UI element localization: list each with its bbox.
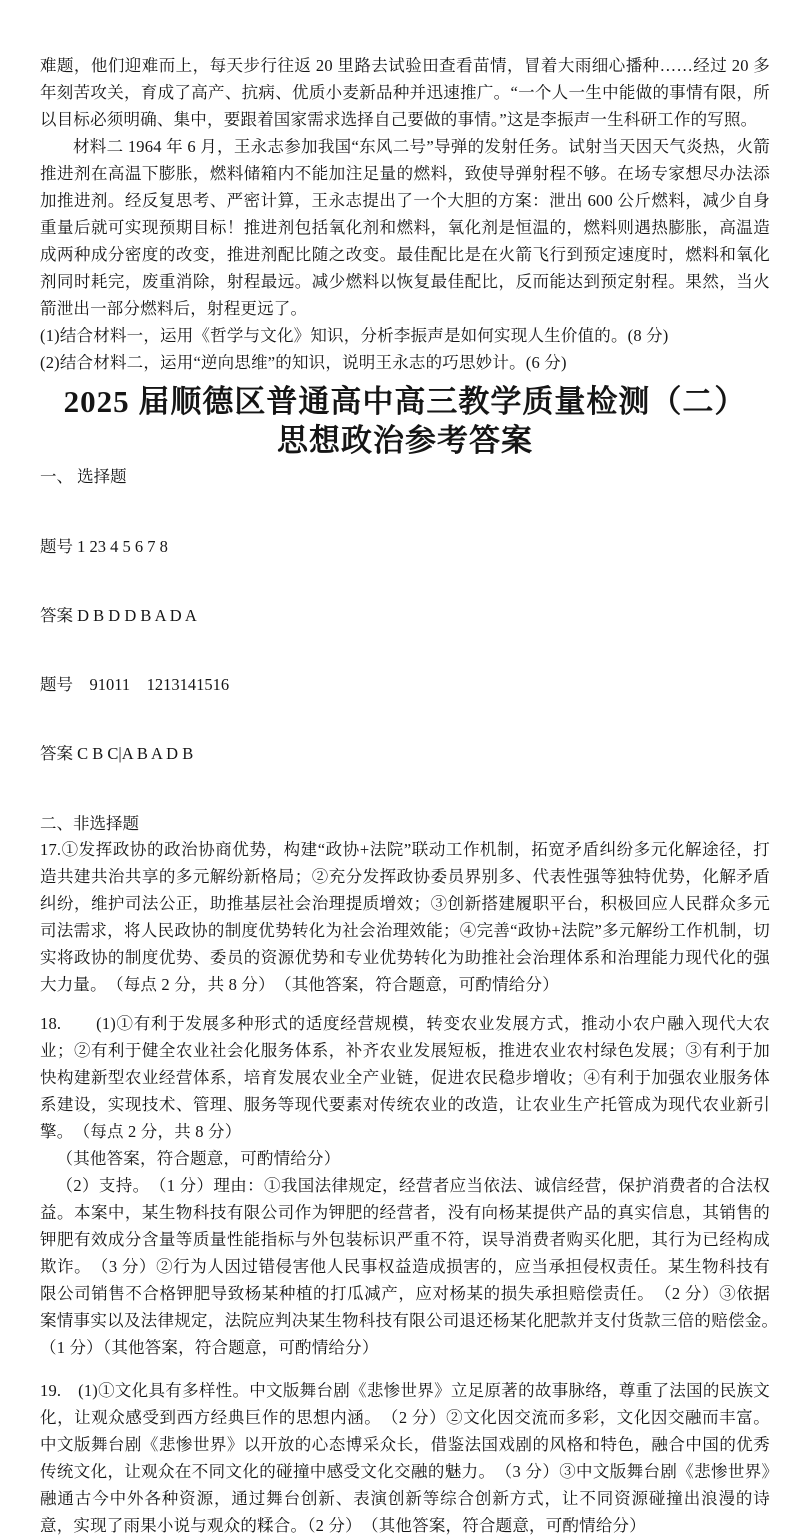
answer-key-row-numbers-2: 题号 91011 1213141516	[40, 675, 230, 694]
material-two-paragraph: 材料二 1964 年 6 月，王永志参加我国“东风二号”导弹的发射任务。试射当天因天气炎热，火箭推进剂在高温下膨胀，燃料储箱内不能加注足量的燃料，致使导弹射程不够。在场专家想尽办法添加推进剂。经反复思考、严密计算，王永志提出了一个大胆的方案：泄出 600 公斤燃料，减少自身重量后就可实现预期目标！推进剂包括氧化剂和燃料，氧化剂是恒温的，燃料则遇热膨胀，高温造成两种成分密度的改变，推进剂配比随之改变。最佳配比是在火箭飞行到预定速度时，燃料和氧化剂同时耗完，废重消除，射程最远。减少燃料以恢复最佳配比，反而能达到预定射程。果然，当火箭泄出一部分燃料后，射程更远了。	[40, 137, 770, 318]
section-heading-choice: 一、 选择题	[40, 467, 127, 486]
question-2: (2)结合材料二，运用“逆向思维”的知识，说明王永志的巧思妙计。(6 分)	[40, 353, 567, 372]
spacer	[40, 1361, 770, 1377]
answer-section	[40, 836, 787, 1539]
question-section	[40, 52, 770, 376]
answer-key-table	[40, 489, 770, 811]
spacer	[40, 998, 770, 1010]
answer-key-row-answers-1: 答案 D B D D B A D A	[40, 606, 197, 625]
question-1: (1)结合材料一，运用《哲学与文化》知识，分析李振声是如何实现人生价值的。(8 分)	[40, 326, 669, 345]
section-heading-non-choice: 二、非选择题	[40, 814, 139, 833]
answer-18-part1: 18. (1)①有利于发展多种形式的适度经营规模，转变农业发展方式，推动小农户融入现代大农业；②有利于健全农业社会化服务体系，补齐农业发展短板，推进农业农村绿色发展；③有利于加快构建新型农业经营体系，培育发展农业全产业链，促进农民稳步增收；④有利于加强农业服务体系建设，实现技术、管理、服务等现代要素对传统农业的改造，让农业生产托管成为现代农业新引擎。 （每点 2 分，共 8 分）	[40, 1014, 770, 1141]
answer-key-row-answers-2: 答案 C B C|A B A D B	[40, 744, 194, 763]
answer-19: 19. (1)①文化具有多样性。中文版舞台剧《悲惨世界》立足原著的故事脉络，尊重了法国的民族文化，让观众感受到西方经典巨作的思想内涵。 （2 分）②文化因交流而多彩，文化因交融而丰富。中文版舞台剧《悲惨世界》以开放的心态博采众长，借鉴法国戏剧的风格和特色，融合中国的优秀传统文化，让观众在不同文化的碰撞中感受文化交融的魅力。 （3 分）③中文版舞台剧《悲惨世界》融通古今中外各种资源，通过舞台创新、表演创新等综合创新方式，让不同资源碰撞出浪漫的诗意，实现了雨果小说与观众的糅合。（2 分） （其他答案，符合题意，可酌情给分）	[40, 1381, 770, 1535]
question-continuation-paragraph: 难题，他们迎难而上，每天步行往返 20 里路去试验田查看苗情，冒着大雨细心播种……经过 20 多年刻苦攻关，育成了高产、抗病、优质小麦新品种并迅速推广。“一个人一生中能做的事情有限，所以目标必须明确、集中，要跟着国家需求选择自己要做的事情。”这是李振声一生科研工作的写照。	[40, 56, 770, 129]
answer-18-note: （其他答案，符合题意，可酌情给分）	[56, 1149, 341, 1168]
answer-17: 17.①发挥政协的政治协商优势，构建“政协+法院”联动工作机制，拓宽矛盾纠纷多元化解途径，打造共建共治共享的多元解纷新格局；②充分发挥政协委员界别多、代表性强等独特优势，化解矛盾纠纷，维护司法公正，助推基层社会治理提质增效；③创新搭建履职平台，积极回应人民群众多元司法需求，将人民政协的制度优势转化为社会治理效能；④完善“政协+法院”多元解纷工作机制，切实将政协的制度优势、委员的资源优势和专业优势转化为助推社会治理体系和治理能力现代化的强大力量。 （每点 2 分，共 8 分） （其他答案，符合题意，可酌情给分）	[40, 840, 770, 994]
document-title-line1: 2025 届顺德区普通高中高三教学质量检测（二）	[63, 384, 747, 419]
answer-18-part2: （2）支持。 （1 分）理由：①我国法律规定，经营者应当依法、诚信经营，保护消费者的合法权益。本案中，某生物科技有限公司作为钾肥的经营者，没有向杨某提供产品的真实信息，其销售的钾肥有效成分含量等质量性能指标与外包装标识严重不符，误导消费者购买化肥，其行为已经构成欺诈。 （3 分）②行为人因过错侵害他人民事权益造成损害的，应当承担侵权责任。某生物科技有限公司销售不合格钾肥导致杨某种植的打瓜减产，应对杨某的损失承担赔偿责任。 （2 分）③依据案情事实以及法律规定，法院应判决某生物科技有限公司退还杨某化肥款并支付货款三倍的赔偿金。 （1 分）（其他答案，符合题意，可酌情给分）	[40, 1176, 787, 1357]
answer-key-row-numbers-1: 题号 1 23 4 5 6 7 8	[40, 537, 168, 556]
document-title-line2: 思想政治参考答案	[277, 423, 533, 458]
page-title	[40, 382, 770, 460]
